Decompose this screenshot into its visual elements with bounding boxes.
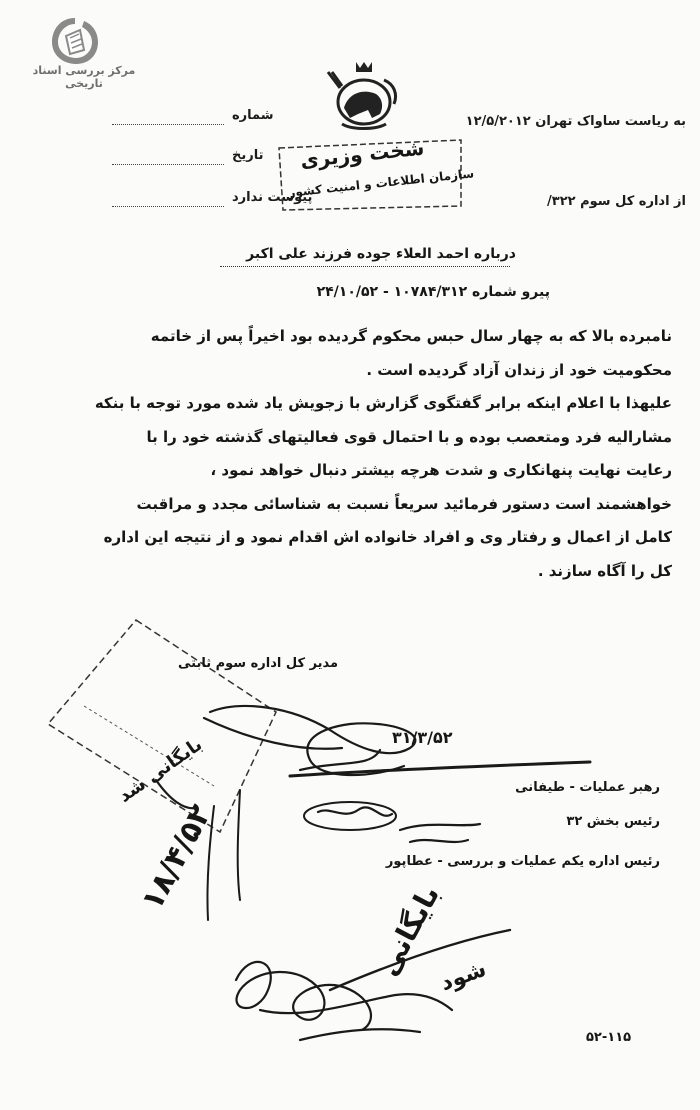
letter-reference: پیرو شماره ۱۰۷۸۴/۳۱۲ - ۲۴/۱۰/۵۲ xyxy=(316,284,550,300)
archive-stamp-text: بایگانی شد xyxy=(114,734,207,807)
director-signature-line: مدیر کل اداره سوم ثابتی xyxy=(178,656,339,671)
handwritten-date: ۱۸/۴/۵۲ xyxy=(134,799,219,916)
archive-stamp xyxy=(44,616,284,836)
sender-line: از اداره کل سوم ۳۲۲/ xyxy=(547,194,686,209)
handwritten-note: ۳۱/۳/۵۲ xyxy=(392,728,453,747)
date-blank xyxy=(112,164,224,165)
archive-logo-icon xyxy=(46,14,104,68)
department-head-line: رئیس اداره یکم عملیات و بررسی - عطاپور xyxy=(385,854,660,869)
archive-watermark: مرکز بررسی اسناد تاریخی xyxy=(32,64,136,90)
operations-lead-line: رهبر عملیات - طیفانی xyxy=(515,780,660,795)
section-head-line: رئیس بخش ۳۲ xyxy=(566,814,660,829)
body-line: کل را آگاه سازند . xyxy=(537,561,672,580)
body-line: نامبرده بالا که به چهار سال حبس محکوم گردیده بود اخیراً پس از خاتمه xyxy=(150,327,672,345)
handwritten-remark: بایگانی xyxy=(371,879,446,982)
handwritten-remark: شود xyxy=(437,956,490,997)
body-line: علیهذا با اعلام اینکه برابر گفتگوی گزارش با زجویش یاد شده مورد توجه با بنکه xyxy=(94,394,672,412)
stamp-organization: سازمان اطلاعات و امنیت کشور xyxy=(287,166,475,200)
lion-and-sun-emblem-icon xyxy=(322,58,406,136)
subject-underline xyxy=(220,266,510,267)
date-label: تاریخ xyxy=(232,148,264,163)
body-line: مشارالیه فرد ومتعصب بوده و با احتمال قوی فعالیتهای گذشته خود را با xyxy=(146,427,672,446)
letter-body xyxy=(16,320,672,588)
document-code: ۵۲-۱۱۵ xyxy=(586,1030,632,1045)
body-line: رعایت نهایت پنهانکاری و شدت هرچه بیشتر دنبال خواهد نمود ، xyxy=(210,461,672,479)
body-line: کامل از اعمال و رفتار وی و افراد خانواده اش اقدام نمود و از نتیجه این اداره xyxy=(103,528,672,546)
letter-subject: درباره احمد العلاء جوده فرزند علی اکبر xyxy=(246,246,516,262)
stamp-title: شخت وزیری xyxy=(299,135,426,173)
attachment-blank xyxy=(112,206,224,207)
body-line: خواهشمند است دستور فرمائید سریعاً نسبت به شناسائی مجدد و مراقبت xyxy=(136,494,672,513)
attachment-label: پیوست ندارد xyxy=(232,190,313,205)
addressee-line: به ریاست ساواک تهران ۱۲/۵/۲۰۱۲ xyxy=(465,114,686,129)
body-line: محکومیت خود از زندان آزاد گردیده است . xyxy=(366,360,672,379)
number-label: شماره xyxy=(232,108,274,123)
number-blank xyxy=(112,124,224,125)
